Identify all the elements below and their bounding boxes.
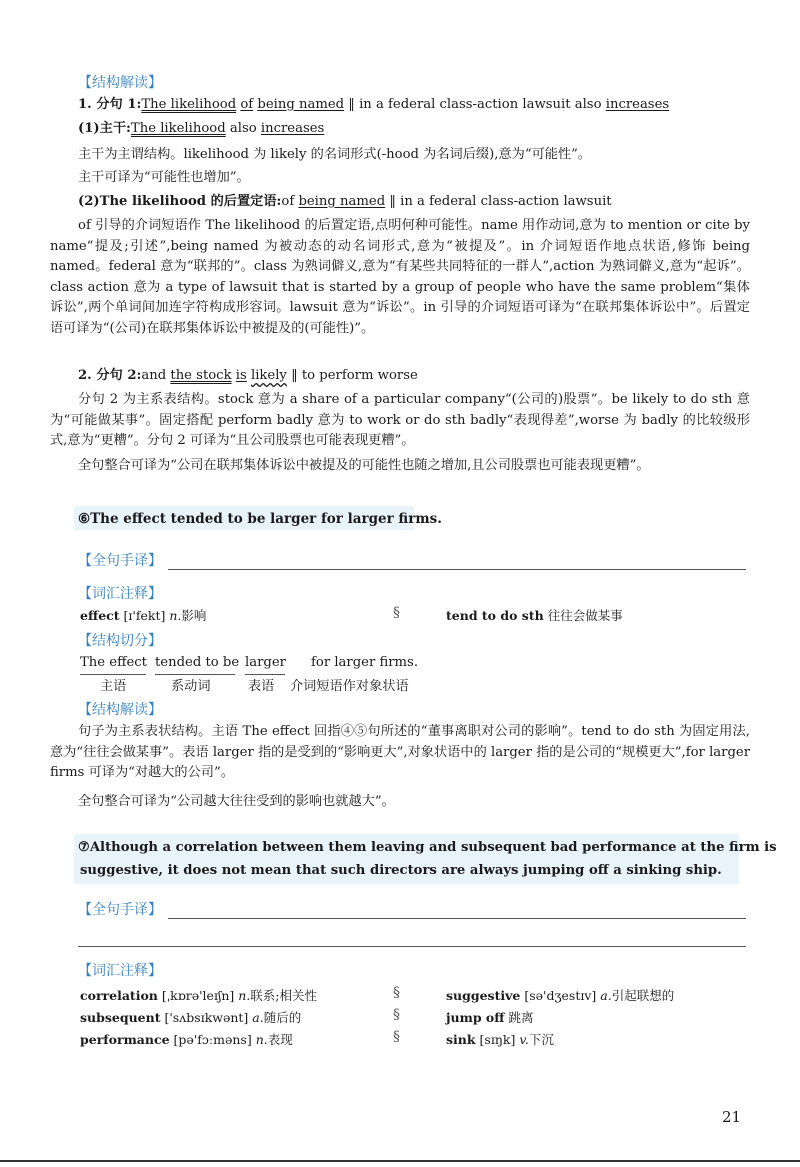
s7-vocab-pos: n. xyxy=(238,988,251,1003)
s6-split-rule-2 xyxy=(155,674,235,675)
sub2-being-named: being named xyxy=(298,194,386,209)
s7-translate-line[interactable] xyxy=(168,918,746,919)
s7-vocab-right-word: jump off xyxy=(446,1010,505,1025)
s7-vocab-row-2 xyxy=(80,1030,293,1050)
s7-translate-line-2[interactable] xyxy=(78,946,746,947)
clause1-being-named: being named xyxy=(257,97,345,112)
s6-para2: 全句整合可译为“公司越大往往受到的影响也就越大”。 xyxy=(78,794,395,809)
s7-vocab-pron: [ˌkɒrə'leɪʃn] xyxy=(161,988,235,1003)
sub1-also: also xyxy=(229,121,257,136)
sentence7-line1: ⑦Although a correlation between them leaving and subsequent bad performance at the firm is xyxy=(78,840,777,855)
s7-vocab-right-mean: 引起联想的 xyxy=(611,988,675,1003)
s7-vocab-pron: ['sʌbsɪkwənt] xyxy=(164,1010,249,1025)
s7-vocab-row-0 xyxy=(80,986,317,1006)
top-para3: 全句整合可译为“公司在联邦集体诉讼中被提及的可能性也随之增加,且公司股票也可能表现更糟”。 xyxy=(78,458,650,473)
s6-split-1: The effect xyxy=(80,655,147,670)
clause1-line xyxy=(78,95,669,115)
s6-vocab-pos: n. xyxy=(169,608,182,623)
s6-vocab-right-word: tend to do sth xyxy=(446,608,544,623)
s6-split-label-2: 系动词 xyxy=(171,679,211,694)
clause2-is: is xyxy=(235,368,247,383)
s7-vocab-right-mean: 跳离 xyxy=(508,1010,534,1025)
s7-vocab-right-word: sink xyxy=(446,1032,476,1047)
s7-vocab-row-1 xyxy=(80,1008,301,1028)
s7-vocab-right-mean: 下沉 xyxy=(528,1032,554,1047)
s6-translate-label: 【全句手译】 xyxy=(78,553,162,569)
structure-read-label: 【结构解读】 xyxy=(78,75,162,91)
clause1-increases: increases xyxy=(605,97,670,112)
clause2-and: and xyxy=(141,368,167,383)
sub1-title: (1)主干: xyxy=(78,121,131,136)
page-number: 21 xyxy=(722,1108,742,1126)
s7-vocab-mean: 联系;相关性 xyxy=(250,988,318,1003)
s6-split-label: 【结构切分】 xyxy=(78,633,162,649)
s6-structure-read-label: 【结构解读】 xyxy=(78,702,162,718)
sub2-title: (2)The likelihood 的后置定语: xyxy=(78,194,282,209)
clause2-line xyxy=(78,366,418,386)
s6-vocab-right-mean: 往往会做某事 xyxy=(547,608,623,623)
s7-vocab-pos: n. xyxy=(255,1032,268,1047)
sub1-line xyxy=(78,119,324,139)
s7-vocab-word: performance xyxy=(80,1032,170,1047)
s6-vocab-left xyxy=(80,606,206,626)
s7-vocab-right-pron: [sə'dʒestɪv] xyxy=(524,988,597,1003)
s6-vocab-pron: [ɪ'fekt] xyxy=(123,608,166,623)
s6-vocab-label: 【词汇注释】 xyxy=(78,586,162,602)
s6-vocab-right xyxy=(446,606,623,626)
clause1-mid: ‖ in a federal class-action lawsuit also xyxy=(348,97,602,112)
s6-split-rule-1 xyxy=(80,674,146,675)
sub1-increases: increases xyxy=(260,121,325,136)
sub2-of: of xyxy=(281,194,295,209)
s7-vocab-right-word: suggestive xyxy=(446,988,521,1003)
s7-vocab-word: correlation xyxy=(80,988,158,1003)
s7-vocab-right-row-1 xyxy=(446,1008,534,1028)
s6-split-label-4: 介词短语作对象状语 xyxy=(290,679,409,694)
s7-vocab-right-pos: a. xyxy=(600,988,612,1003)
s6-vocab-mean: 影响 xyxy=(181,608,207,623)
s6-split-4: for larger firms. xyxy=(311,655,419,670)
top-line-a: 主干为主谓结构。likelihood 为 likely 的名词形式(-hood 为名词后缀),意为“可能性”。 xyxy=(78,147,592,162)
footer-rule xyxy=(0,1160,800,1162)
top-para1: of 引导的介词短语作 The likelihood 的后置定语,点明何种可能性。name 用作动词,意为 to mention or cite by name“提及;引述”,being named 为被动态的动名词形式,意为“被提及”。in 介词短语作地点状语,修饰 being named。federal 意为“联邦的”。class 为熟词僻义,意为“有某些共同特征的一群人”,action 为熟词僻义,意为“起诉”。class action 意为 a type of lawsuit that is started by a group of people who have the same problem“集体诉讼”,两个单词间加连字符构成形容词。lawsuit 意为“诉讼”。in 引导的介词短语可译为“在联邦集体诉讼中”。后置定语可译为“(公司)在联邦集体诉讼中被提及的(可能性)”。 xyxy=(50,218,750,336)
s6-split-label-3: 表语 xyxy=(248,679,275,694)
top-para2: 分句 2 为主系表结构。stock 意为 a share of a particular company“(公司的)股票”。be likely to do sth 意为“可能做某事”。固定搭配 perform badly 意为 to work or do sth badly“表现得差”,worse 为 badly 的比较级形式,意为“更糟”。分句 2 可译为“且公司股票也可能表现更糟”。 xyxy=(50,392,750,448)
s6-split-2: tended to be xyxy=(155,655,240,670)
s6-vocab-word: effect xyxy=(80,608,120,623)
s7-vocab-right-pron: [sɪŋk] xyxy=(479,1032,516,1047)
clause2-likely: likely xyxy=(250,368,287,383)
s7-vocab-mean: 表现 xyxy=(267,1032,293,1047)
clause1-subject: The likelihood xyxy=(141,97,237,112)
s6-split-3: larger xyxy=(245,655,286,670)
s7-vocab-word: subsequent xyxy=(80,1010,161,1025)
s6-split-rule-3 xyxy=(245,674,285,675)
s7-vocab-right-row-2 xyxy=(446,1030,554,1050)
s7-vocab-separator: § xyxy=(393,985,400,1001)
top-line-b: 主干可译为“可能性也增加”。 xyxy=(78,170,250,185)
s6-vocab-separator: § xyxy=(393,605,400,621)
s7-vocab-pron: [pə'fɔːməns] xyxy=(173,1032,252,1047)
s7-vocab-right-pos: v. xyxy=(519,1032,529,1047)
s7-vocab-separator: § xyxy=(393,1007,400,1023)
sentence7-line2: suggestive, it does not mean that such directors are always jumping off a sinking ship. xyxy=(80,863,722,878)
clause2-subject: the stock xyxy=(170,368,232,383)
s7-vocab-right-row-0 xyxy=(446,986,674,1006)
s7-translate-label: 【全句手译】 xyxy=(78,902,162,918)
clause1-title: 1. 分句 1: xyxy=(78,97,142,112)
s7-vocab-pos: a. xyxy=(252,1010,264,1025)
s7-vocab-label: 【词汇注释】 xyxy=(78,963,162,979)
sub2-line xyxy=(78,192,612,212)
sub1-subject: The likelihood xyxy=(130,121,226,136)
clause2-rest: ‖ to perform worse xyxy=(291,368,418,383)
s6-translate-line[interactable] xyxy=(168,569,746,570)
s7-vocab-separator: § xyxy=(393,1029,400,1045)
clause1-of: of xyxy=(240,97,254,112)
s7-vocab-mean: 随后的 xyxy=(263,1010,302,1025)
sentence6: ⑥The effect tended to be larger for larger firms. xyxy=(78,511,442,527)
s6-para1: 句子为主系表状结构。主语 The effect 回指④⑤句所述的“董事离职对公司的影响”。tend to do sth 为固定用法,意为“往往会做某事”。表语 larger 指的是受到的“影响更大”,对象状语中的 larger 指的是公司的“规模更大”,for larger firms 可译为“对越大的公司”。 xyxy=(50,724,750,780)
s6-split-label-1: 主语 xyxy=(100,679,127,694)
sub2-rest: ‖ in a federal class-action lawsuit xyxy=(389,194,612,209)
clause2-title: 2. 分句 2: xyxy=(78,368,142,383)
